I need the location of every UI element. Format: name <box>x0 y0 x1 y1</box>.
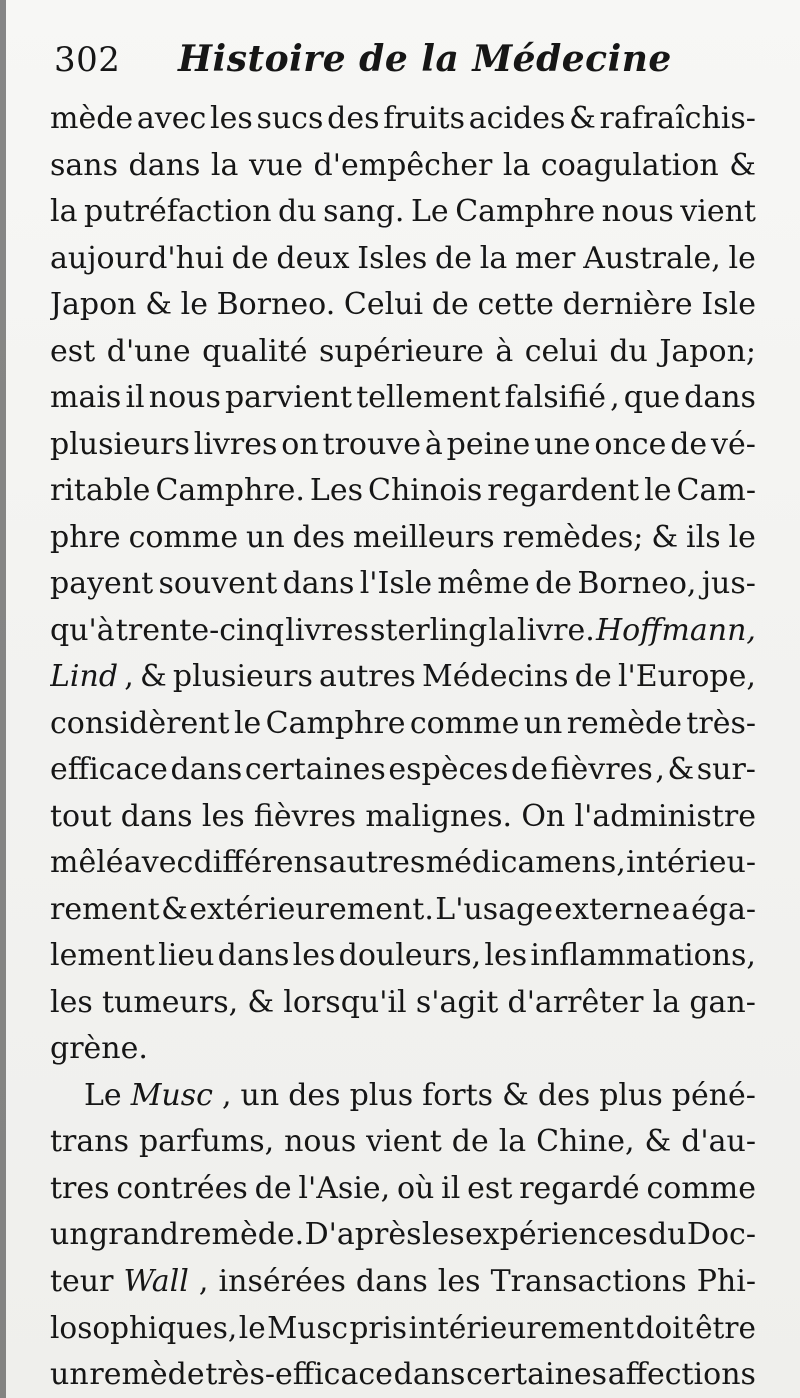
word: très-efficace <box>205 1356 393 1392</box>
word: certaines <box>244 752 386 787</box>
word: Cam- <box>676 473 756 508</box>
word: le <box>728 519 756 555</box>
word: des <box>288 1077 341 1113</box>
word: fièvres <box>550 752 653 787</box>
word: mède <box>50 101 134 136</box>
word: Le <box>410 194 449 229</box>
text-line <box>50 1259 756 1306</box>
word: qu'à <box>50 612 115 648</box>
word: & <box>667 752 695 787</box>
text-line <box>50 654 756 701</box>
text-line <box>50 701 756 748</box>
word: nous <box>284 1124 357 1159</box>
word: Le <box>84 1077 122 1113</box>
word: de <box>254 1170 292 1206</box>
word: de <box>574 659 612 694</box>
word: ritable <box>50 473 151 508</box>
word: la <box>498 1124 527 1159</box>
word: dans <box>355 1263 428 1299</box>
word: douleurs, <box>338 938 482 973</box>
word: contrées <box>116 1170 248 1206</box>
word: être <box>695 1311 756 1345</box>
word: que <box>623 380 681 415</box>
word: falsifié <box>504 380 606 415</box>
word: insérées <box>218 1263 346 1299</box>
word: la <box>210 147 239 183</box>
word: tumeurs, <box>101 984 239 1020</box>
word: , <box>655 752 665 787</box>
word: s'agit <box>415 984 499 1020</box>
word: dernière <box>562 287 693 322</box>
word: tres <box>50 1170 110 1206</box>
word: Australe, <box>583 240 721 276</box>
word: sur- <box>696 752 756 787</box>
text-line <box>50 96 756 143</box>
word: le <box>180 287 208 322</box>
word: l'Europe, <box>617 659 756 694</box>
word: acides <box>468 101 566 136</box>
word: expériences <box>465 1217 648 1252</box>
word: Borneo. <box>216 287 336 322</box>
word: meilleurs <box>352 519 495 555</box>
word: a <box>671 891 690 927</box>
word: grène. <box>50 1031 148 1066</box>
word: est <box>50 333 96 369</box>
word: L'usage <box>435 891 554 927</box>
word: il <box>441 1170 461 1206</box>
text-line <box>50 1212 756 1259</box>
text-line <box>50 329 756 376</box>
page-number: 302 <box>54 40 121 80</box>
word: dans <box>282 566 355 601</box>
text-line <box>50 468 756 515</box>
word: , <box>198 1263 209 1299</box>
word: pris <box>349 1311 408 1345</box>
word: Camphre <box>265 705 406 741</box>
text-line <box>50 561 756 608</box>
word: la <box>488 612 516 648</box>
word: Musc <box>130 1077 213 1113</box>
word: vient <box>366 1124 442 1159</box>
word: la <box>502 147 531 183</box>
word: malignes. <box>365 798 513 834</box>
text-line <box>50 189 756 236</box>
word: & <box>247 984 275 1020</box>
word: lorsqu'il <box>283 984 407 1020</box>
word: doit <box>635 1311 694 1345</box>
word: les <box>292 938 336 973</box>
word: coagulation <box>540 147 719 183</box>
word: On <box>521 798 566 834</box>
word: & <box>502 1077 529 1113</box>
word: dans <box>120 798 193 834</box>
word: comme <box>646 1170 756 1206</box>
word: losophiques, <box>50 1311 238 1345</box>
word: on <box>281 426 319 462</box>
text-line <box>50 1026 756 1073</box>
text-line <box>50 887 756 934</box>
word: les <box>50 984 93 1020</box>
text-line <box>50 980 756 1027</box>
word: remèdes; <box>502 519 644 555</box>
word: Musc <box>267 1311 349 1345</box>
word: payent <box>50 566 154 601</box>
word: rement <box>50 891 160 927</box>
word: vient <box>680 194 756 229</box>
word: , <box>124 659 134 694</box>
word: phre <box>50 519 121 555</box>
word: trouve <box>322 426 422 462</box>
word: Wall <box>123 1263 189 1299</box>
word: du <box>278 194 317 229</box>
word: d'au- <box>681 1124 756 1159</box>
word: Camphre <box>455 194 596 229</box>
word: Chinois <box>368 473 483 508</box>
word: à <box>424 426 443 462</box>
word: celui <box>524 333 598 369</box>
running-title: Histoire de la Médecine <box>178 38 672 80</box>
word: Lind <box>50 659 119 694</box>
word: plus <box>599 1077 663 1113</box>
word: différens <box>193 845 329 880</box>
word: fièvres <box>253 798 357 834</box>
word: rafraîchis- <box>599 101 756 136</box>
word: efficace <box>50 752 168 787</box>
word: inflammations, <box>530 938 756 973</box>
word: putréfaction <box>84 194 272 229</box>
word: dans <box>128 147 201 183</box>
word: extérieurement. <box>189 891 434 927</box>
text-line <box>50 1352 756 1398</box>
word: Phi- <box>696 1263 756 1299</box>
word: avec <box>123 845 194 880</box>
word: même <box>437 566 530 601</box>
word: qualité <box>202 333 308 369</box>
text-line <box>50 422 756 469</box>
word: dans <box>170 752 243 787</box>
word: mais <box>50 380 122 415</box>
word: le <box>728 240 756 276</box>
word: avec <box>136 101 207 136</box>
word: regardent <box>487 473 640 508</box>
text-line <box>50 1305 756 1352</box>
word: l'Isle <box>359 566 433 601</box>
word: où <box>396 1170 435 1206</box>
word: la <box>479 240 508 276</box>
word: la <box>652 984 681 1020</box>
word: de <box>231 240 269 276</box>
word: fruits <box>383 101 465 136</box>
word: certaines <box>466 1356 608 1392</box>
word: sucs <box>256 101 324 136</box>
word: des <box>537 1077 591 1113</box>
word: , <box>221 1077 232 1113</box>
word: d'arrêter <box>507 984 644 1020</box>
word: plus <box>349 1077 414 1113</box>
word: regardé <box>519 1170 640 1206</box>
word: vé- <box>711 426 756 462</box>
word: externe <box>554 891 671 927</box>
word: espèces <box>388 752 509 787</box>
word: nous <box>148 380 221 415</box>
word: Japon <box>50 287 137 322</box>
text-line <box>50 1073 756 1120</box>
word: dans <box>217 938 290 973</box>
word: Isle <box>701 287 756 322</box>
word: once <box>594 426 667 462</box>
word: & <box>161 891 188 927</box>
word: & <box>569 101 596 136</box>
text-line <box>50 515 756 562</box>
word: gan- <box>689 984 756 1020</box>
word: Japon; <box>659 333 756 369</box>
word: supérieure <box>319 333 484 369</box>
word: dans <box>684 380 756 415</box>
word: très- <box>686 705 756 741</box>
word: d'une <box>106 333 191 369</box>
word: une <box>534 426 591 462</box>
word: forts <box>422 1077 494 1113</box>
word: d'empêcher <box>313 147 493 183</box>
word: remède. <box>179 1217 305 1252</box>
word: affections <box>607 1356 756 1392</box>
word: de <box>431 287 469 322</box>
word: un <box>240 1077 280 1113</box>
word: & <box>651 519 679 555</box>
word: Camphre. <box>155 473 305 508</box>
word: autres <box>328 845 426 880</box>
word: D'après <box>304 1217 422 1252</box>
word: péné- <box>671 1077 756 1113</box>
word: les <box>437 1263 481 1299</box>
word: cette <box>477 287 554 322</box>
word: deux <box>276 240 350 276</box>
word: vue <box>248 147 303 183</box>
word: , <box>610 380 620 415</box>
word: tout <box>50 798 112 834</box>
word: des <box>327 101 380 136</box>
word: un <box>523 705 563 741</box>
word: teur <box>50 1263 114 1299</box>
word: Chine, <box>536 1124 635 1159</box>
word: remède <box>89 1356 205 1392</box>
word: comme <box>409 705 520 741</box>
word: Transactions <box>490 1263 687 1299</box>
word: des <box>292 519 345 555</box>
word: comme <box>128 519 239 555</box>
word: Isles <box>357 240 428 276</box>
word: lieu <box>158 938 215 973</box>
word: aujourd'hui <box>50 240 224 276</box>
word: tellement <box>356 380 501 415</box>
text-line <box>50 933 756 980</box>
word: & <box>145 287 172 322</box>
word: parfums, <box>138 1124 275 1159</box>
word: l'administre <box>574 798 756 834</box>
word: Borneo, <box>577 566 697 601</box>
word: de <box>535 566 573 601</box>
word: un <box>50 1356 89 1392</box>
word: plusieurs <box>50 426 190 462</box>
word: le <box>644 473 672 508</box>
word: intérieurement <box>408 1311 635 1345</box>
word: & <box>140 659 167 694</box>
text-line <box>50 143 756 190</box>
word: l'Asie, <box>298 1170 391 1206</box>
word: il <box>125 380 145 415</box>
word: livres <box>193 426 278 462</box>
word: de <box>511 752 548 787</box>
text-line <box>50 794 756 841</box>
word: trans <box>50 1124 129 1159</box>
word: peine <box>446 426 531 462</box>
word: parvient <box>224 380 353 415</box>
word: Hoffmann, <box>595 612 756 648</box>
word: lement <box>50 938 155 973</box>
word: livre. <box>517 612 595 648</box>
text-line <box>50 1166 756 1213</box>
text-line <box>50 840 756 887</box>
word: plusieurs <box>172 659 313 694</box>
word: dans <box>393 1356 466 1392</box>
word: de <box>451 1124 489 1159</box>
text-line <box>50 236 756 283</box>
text-line <box>50 747 756 794</box>
page-header <box>54 38 774 92</box>
word: mêlé <box>50 845 124 880</box>
word: jus- <box>701 566 756 601</box>
word: remède <box>566 705 682 741</box>
word: les <box>210 101 253 136</box>
word: Celui <box>343 287 424 322</box>
word: du <box>648 1217 687 1252</box>
word: Doc- <box>686 1217 756 1252</box>
word: ils <box>686 519 721 555</box>
word: sans <box>50 147 118 183</box>
word: le <box>238 1311 266 1345</box>
text-line <box>50 608 756 655</box>
word: livres <box>285 612 369 648</box>
text-line <box>50 1119 756 1166</box>
word: médicamens, <box>425 845 626 880</box>
word: la <box>50 194 78 229</box>
word: intérieu- <box>626 845 756 880</box>
word: un <box>246 519 285 555</box>
word: mer <box>514 240 576 276</box>
word: les <box>421 1217 465 1252</box>
word: nous <box>601 194 674 229</box>
word: de <box>435 240 472 276</box>
body-text <box>50 96 756 1398</box>
text-line <box>50 282 756 329</box>
word: à <box>495 333 514 369</box>
word: & <box>644 1124 672 1159</box>
word: est <box>467 1170 513 1206</box>
word: Les <box>309 473 363 508</box>
word: éga- <box>690 891 756 927</box>
word: les <box>484 938 528 973</box>
word: de <box>670 426 708 462</box>
word: autres <box>319 659 416 694</box>
word: souvent <box>158 566 278 601</box>
word: Médecins <box>422 659 569 694</box>
word: trente-cinq <box>115 612 285 648</box>
word: sterling <box>370 612 488 648</box>
word: grand <box>89 1217 180 1252</box>
word: un <box>50 1217 89 1252</box>
word: considèrent <box>50 705 230 741</box>
word: le <box>233 705 262 741</box>
word: sang. <box>323 194 405 229</box>
word: du <box>609 333 648 369</box>
text-line <box>50 375 756 422</box>
word: & <box>729 147 756 183</box>
word: les <box>201 798 245 834</box>
